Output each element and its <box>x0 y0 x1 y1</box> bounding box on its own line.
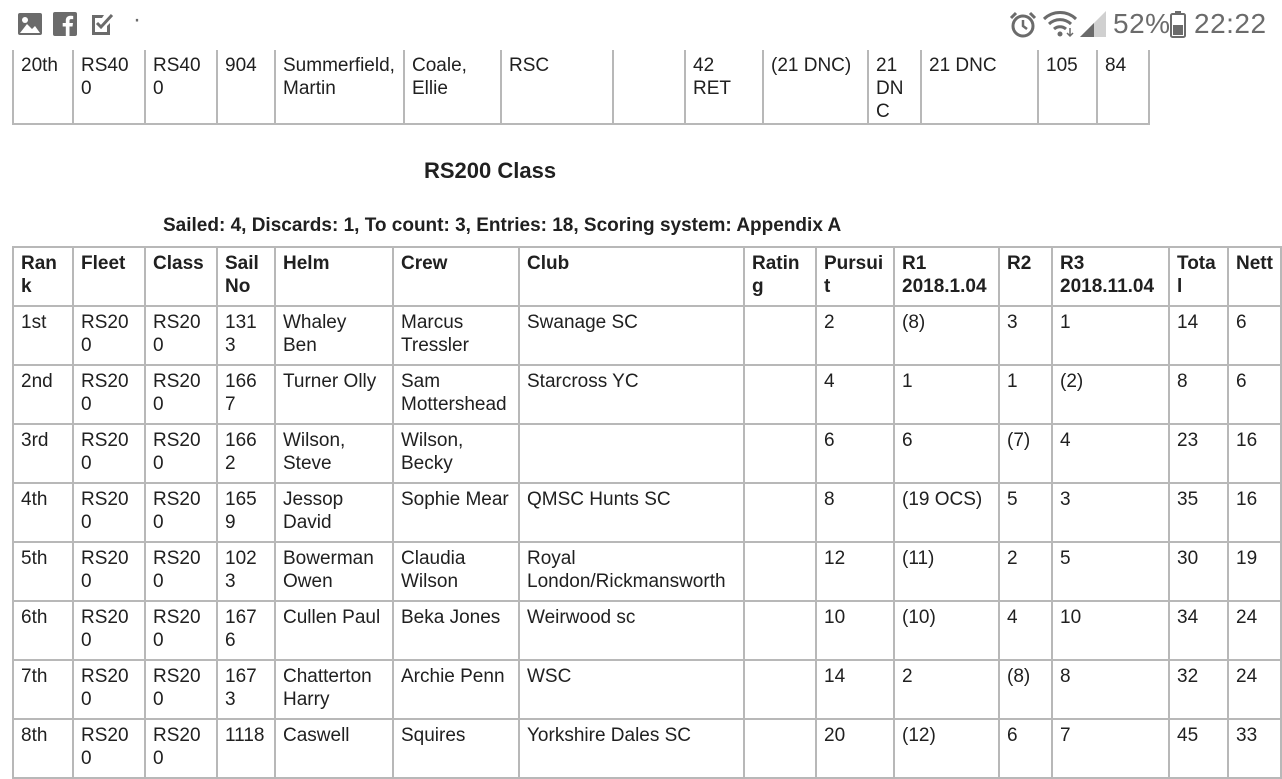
rating-cell <box>744 365 816 424</box>
table-row <box>13 719 1281 778</box>
pursuit-cell: 12 <box>816 542 894 601</box>
rank-cell: 2nd <box>13 365 73 424</box>
club-cell: Yorkshire Dales SC <box>519 719 744 778</box>
nett-cell: 16 <box>1228 424 1281 483</box>
rank-cell: 1st <box>13 306 73 365</box>
rating-cell <box>744 660 816 719</box>
total-cell: 35 <box>1169 483 1228 542</box>
rank-cell: 8th <box>13 719 73 778</box>
helm-cell: Caswell <box>275 719 393 778</box>
signal-icon <box>1080 11 1106 37</box>
table-row <box>13 660 1281 719</box>
column-header-pursuit[interactable]: Pursuit <box>816 247 894 306</box>
crew-cell: Claudia Wilson <box>393 542 519 601</box>
pursuit-cell: 10 <box>816 601 894 660</box>
helm-cell: Chatterton Harry <box>275 660 393 719</box>
column-header-r3[interactable]: R3 2018.11.04 <box>1052 247 1169 306</box>
helm-cell: Wilson, Steve <box>275 424 393 483</box>
r3-cell: 7 <box>1052 719 1169 778</box>
column-header-class[interactable]: Class <box>145 247 217 306</box>
class-cell: RS200 <box>145 306 217 365</box>
r1-cell: (8) <box>894 306 999 365</box>
table-row <box>13 542 1281 601</box>
column-header-rank[interactable]: Rank <box>13 247 73 306</box>
rank-cell: 4th <box>13 483 73 542</box>
pursuit-cell: 42 RET <box>685 49 763 124</box>
total-cell: 34 <box>1169 601 1228 660</box>
previous-class-table <box>12 48 1150 125</box>
crew-cell: Coale, Ellie <box>404 49 501 124</box>
r3-cell: (2) <box>1052 365 1169 424</box>
r1-cell: 2 <box>894 660 999 719</box>
task-check-icon <box>90 12 114 36</box>
helm-cell: Whaley Ben <box>275 306 393 365</box>
sail-no-cell: 1023 <box>217 542 275 601</box>
fleet-cell: RS200 <box>73 365 145 424</box>
nett-cell: 19 <box>1228 542 1281 601</box>
rating-cell <box>744 424 816 483</box>
r2-cell: 5 <box>999 483 1052 542</box>
pursuit-cell: 4 <box>816 365 894 424</box>
table-row <box>13 483 1281 542</box>
header-row <box>13 247 1281 306</box>
rank-cell: 20th <box>13 49 73 124</box>
table-row <box>13 306 1281 365</box>
nett-cell: 6 <box>1228 306 1281 365</box>
fleet-cell: RS200 <box>73 306 145 365</box>
r1-cell: (11) <box>894 542 999 601</box>
column-header-rating[interactable]: Rating <box>744 247 816 306</box>
r1-cell: 1 <box>894 365 999 424</box>
crew-cell: Sophie Mear <box>393 483 519 542</box>
r3-cell: 8 <box>1052 660 1169 719</box>
r2-cell: 2 <box>999 542 1052 601</box>
facebook-icon <box>53 12 77 36</box>
r1-cell: (10) <box>894 601 999 660</box>
sail-no-cell: 1659 <box>217 483 275 542</box>
crew-cell: Squires <box>393 719 519 778</box>
total-cell: 23 <box>1169 424 1228 483</box>
sail-no-cell: 1667 <box>217 365 275 424</box>
club-cell <box>519 424 744 483</box>
battery-percent: 52% <box>1113 8 1171 39</box>
r2-cell: (8) <box>999 660 1052 719</box>
nett-cell: 24 <box>1228 601 1281 660</box>
club-cell: Starcross YC <box>519 365 744 424</box>
class-cell: RS200 <box>145 424 217 483</box>
helm-cell: Summerfield, Martin <box>275 49 404 124</box>
class-cell: RS200 <box>145 483 217 542</box>
rating-cell <box>744 542 816 601</box>
nett-cell: 24 <box>1228 660 1281 719</box>
sail-no-cell: 904 <box>217 49 275 124</box>
r3-cell: 3 <box>1052 483 1169 542</box>
nett-cell: 33 <box>1228 719 1281 778</box>
table-row <box>13 49 1149 124</box>
club-cell: QMSC Hunts SC <box>519 483 744 542</box>
clock: 22:22 <box>1194 8 1267 39</box>
r2-cell: 4 <box>999 601 1052 660</box>
column-header-nett[interactable]: Nett <box>1228 247 1281 306</box>
class-cell: RS400 <box>145 49 217 124</box>
fleet-cell: RS200 <box>73 542 145 601</box>
pursuit-cell: 8 <box>816 483 894 542</box>
total-cell: 32 <box>1169 660 1228 719</box>
club-cell: Weirwood sc <box>519 601 744 660</box>
fleet-cell: RS200 <box>73 483 145 542</box>
fleet-cell: RS400 <box>73 49 145 124</box>
rating-cell <box>613 49 685 124</box>
battery-icon <box>1170 11 1186 38</box>
sail-no-cell: 1118 <box>217 719 275 778</box>
crew-cell: Marcus Tressler <box>393 306 519 365</box>
r1-cell: 6 <box>894 424 999 483</box>
pursuit-cell: 20 <box>816 719 894 778</box>
total-cell: 45 <box>1169 719 1228 778</box>
helm-cell: Bowerman Owen <box>275 542 393 601</box>
rank-cell: 3rd <box>13 424 73 483</box>
class-cell: RS200 <box>145 365 217 424</box>
sail-no-cell: 1662 <box>217 424 275 483</box>
status-bar <box>0 0 1280 50</box>
notification-dot: · <box>133 6 142 33</box>
series-summary: Sailed: 4, Discards: 1, To count: 3, Entries: 18, Scoring system: Appendix A <box>163 215 842 236</box>
crew-cell: Sam Mottershead <box>393 365 519 424</box>
total-cell: 8 <box>1169 365 1228 424</box>
total-cell: 105 <box>1038 49 1097 124</box>
r2-cell: 3 <box>999 306 1052 365</box>
rating-cell <box>744 483 816 542</box>
r3-cell: 1 <box>1052 306 1169 365</box>
results-table <box>12 246 1282 779</box>
club-cell: WSC <box>519 660 744 719</box>
rank-cell: 7th <box>13 660 73 719</box>
r3-cell: 5 <box>1052 542 1169 601</box>
rating-cell <box>744 306 816 365</box>
sail-no-cell: 1313 <box>217 306 275 365</box>
nett-cell: 16 <box>1228 483 1281 542</box>
fleet-cell: RS200 <box>73 660 145 719</box>
r2-cell: 1 <box>999 365 1052 424</box>
class-title: RS200 Class <box>424 158 557 183</box>
fleet-cell: RS200 <box>73 601 145 660</box>
pursuit-cell: 6 <box>816 424 894 483</box>
r2-cell: 21 DNC <box>868 49 921 124</box>
rating-cell <box>744 601 816 660</box>
r1-cell: (19 OCS) <box>894 483 999 542</box>
column-header-r2[interactable]: R2 <box>999 247 1052 306</box>
table-row <box>13 601 1281 660</box>
table-row <box>13 424 1281 483</box>
r2-cell: (7) <box>999 424 1052 483</box>
r2-cell: 6 <box>999 719 1052 778</box>
nett-cell: 6 <box>1228 365 1281 424</box>
column-header-fleet[interactable]: Fleet <box>73 247 145 306</box>
club-cell: RSC <box>501 49 613 124</box>
r3-cell: 21 DNC <box>921 49 1038 124</box>
rank-cell: 6th <box>13 601 73 660</box>
rating-cell <box>744 719 816 778</box>
nett-cell: 84 <box>1097 49 1149 124</box>
club-cell: Royal London/Rickmansworth <box>519 542 744 601</box>
gallery-icon <box>17 12 43 36</box>
class-cell: RS200 <box>145 660 217 719</box>
column-header-sail-no[interactable]: Sail No <box>217 247 275 306</box>
column-header-total[interactable]: Total <box>1169 247 1228 306</box>
pursuit-cell: 14 <box>816 660 894 719</box>
alarm-icon <box>1009 11 1037 39</box>
r1-cell: (12) <box>894 719 999 778</box>
class-cell: RS200 <box>145 601 217 660</box>
class-cell: RS200 <box>145 542 217 601</box>
r3-cell: 10 <box>1052 601 1169 660</box>
crew-cell: Beka Jones <box>393 601 519 660</box>
helm-cell: Turner Olly <box>275 365 393 424</box>
rank-cell: 5th <box>13 542 73 601</box>
total-cell: 30 <box>1169 542 1228 601</box>
column-header-r1[interactable]: R1 2018.1.04 <box>894 247 999 306</box>
helm-cell: Cullen Paul <box>275 601 393 660</box>
class-cell: RS200 <box>145 719 217 778</box>
pursuit-cell: 2 <box>816 306 894 365</box>
r3-cell: 4 <box>1052 424 1169 483</box>
club-cell: Swanage SC <box>519 306 744 365</box>
sail-no-cell: 1676 <box>217 601 275 660</box>
wifi-icon <box>1043 11 1077 37</box>
column-header-helm[interactable]: Helm <box>275 247 393 306</box>
total-cell: 14 <box>1169 306 1228 365</box>
column-header-crew[interactable]: Crew <box>393 247 519 306</box>
fleet-cell: RS200 <box>73 719 145 778</box>
fleet-cell: RS200 <box>73 424 145 483</box>
sail-no-cell: 1673 <box>217 660 275 719</box>
column-header-club[interactable]: Club <box>519 247 744 306</box>
table-row <box>13 365 1281 424</box>
helm-cell: Jessop David <box>275 483 393 542</box>
crew-cell: Archie Penn <box>393 660 519 719</box>
crew-cell: Wilson, Becky <box>393 424 519 483</box>
r1-cell: (21 DNC) <box>763 49 868 124</box>
